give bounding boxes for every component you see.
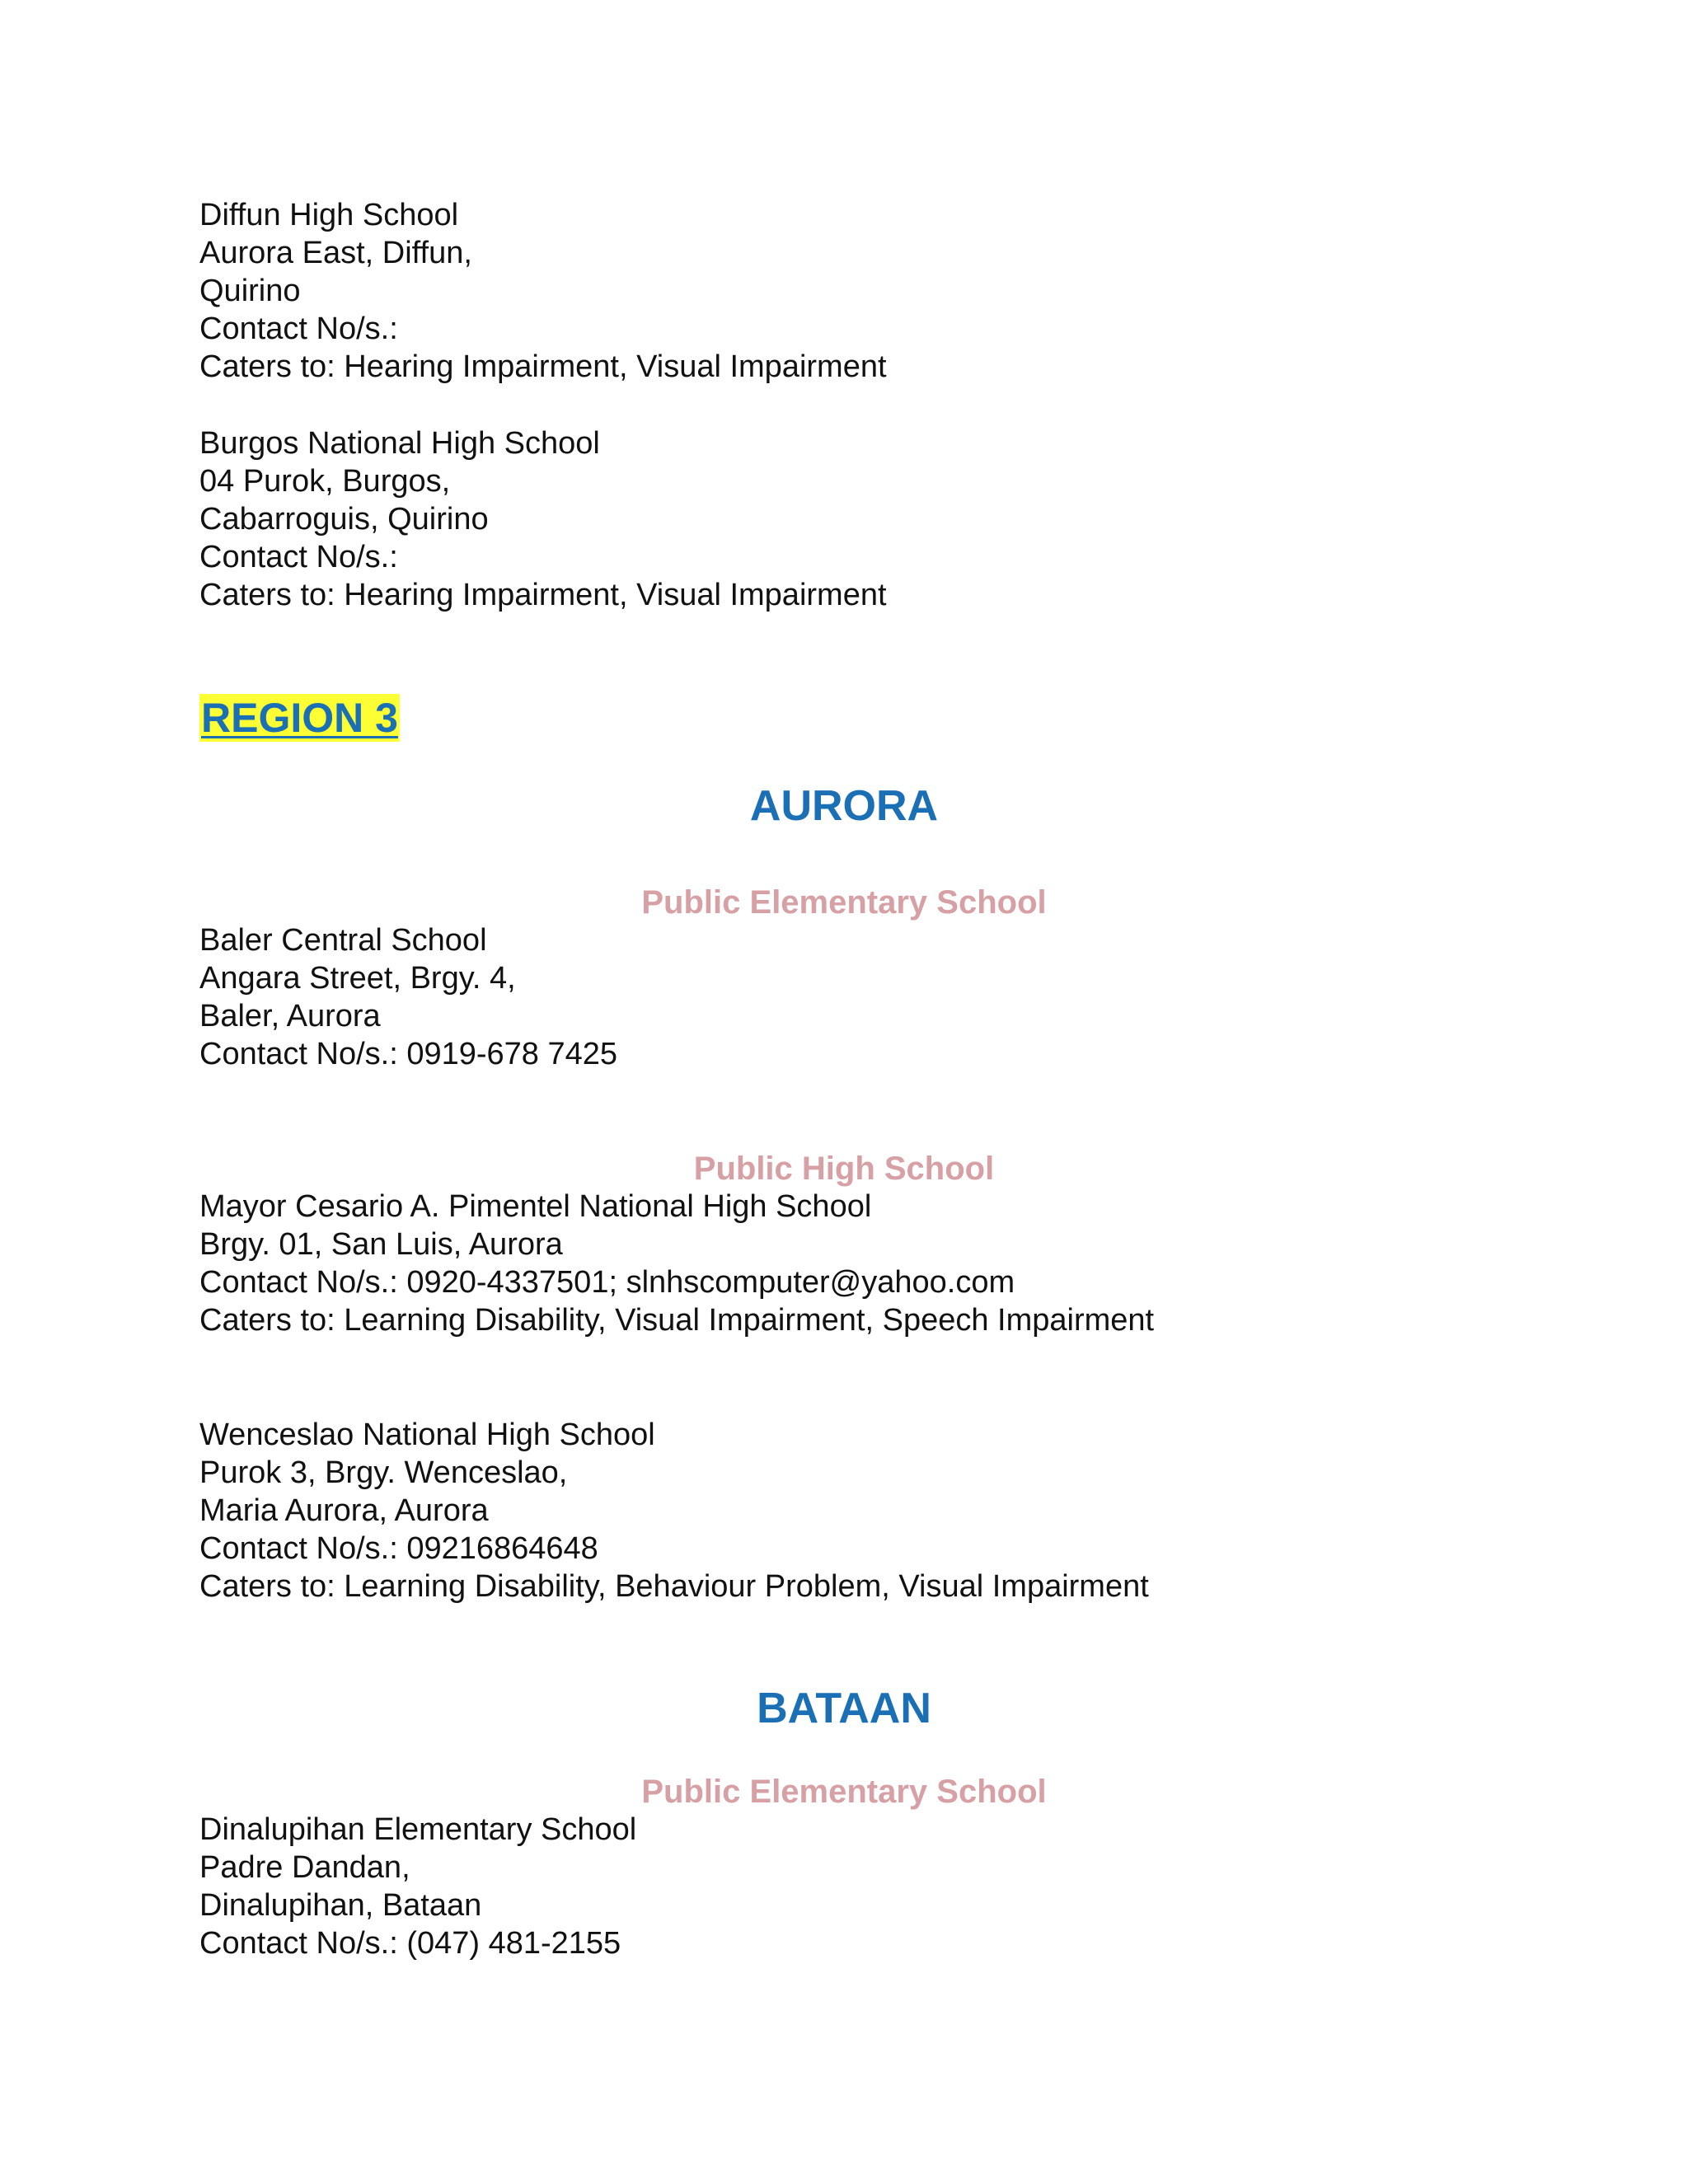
school-contact: Contact No/s.: 0919-678 7425: [199, 1037, 618, 1071]
region-heading: REGION 3: [201, 695, 398, 741]
category-heading: Public Elementary School: [641, 884, 1047, 921]
school-address-line: Cabarroguis, Quirino: [199, 502, 489, 537]
school-address-line: Dinalupihan, Bataan: [199, 1888, 482, 1923]
school-address-line: Angara Street, Brgy. 4,: [199, 961, 516, 996]
school-address-line: Padre Dandan,: [199, 1850, 410, 1885]
school-caters-to: Caters to: Learning Disability, Visual Impairment, Speech Impairment: [199, 1303, 1155, 1338]
school-caters-to: Caters to: Learning Disability, Behaviour Problem, Visual Impairment: [199, 1569, 1149, 1604]
school-caters-to: Caters to: Hearing Impairment, Visual Impairment: [199, 349, 887, 384]
school-name: Burgos National High School: [199, 426, 600, 461]
category-heading: Public Elementary School: [641, 1774, 1047, 1810]
school-contact: Contact No/s.: (047) 481-2155: [199, 1926, 621, 1961]
school-contact: Contact No/s.:: [199, 312, 398, 346]
school-name: Dinalupihan Elementary School: [199, 1812, 637, 1847]
school-address-line: 04 Purok, Burgos,: [199, 464, 451, 499]
school-contact: Contact No/s.:: [199, 540, 398, 574]
school-address-line: Baler, Aurora: [199, 999, 381, 1033]
school-contact: Contact No/s.: 09216864648: [199, 1531, 598, 1566]
school-address-line: Maria Aurora, Aurora: [199, 1493, 489, 1528]
school-name: Wenceslao National High School: [199, 1418, 655, 1452]
school-name: Diffun High School: [199, 198, 459, 232]
school-contact: Contact No/s.: 0920-4337501; slnhscomputer@yahoo.com: [199, 1265, 1015, 1300]
school-caters-to: Caters to: Hearing Impairment, Visual Impairment: [199, 578, 887, 612]
school-name: Baler Central School: [199, 923, 487, 958]
school-address-line: Quirino: [199, 274, 301, 308]
province-heading-aurora: AURORA: [749, 782, 939, 830]
school-name: Mayor Cesario A. Pimentel National High School: [199, 1189, 872, 1224]
school-address-line: Purok 3, Brgy. Wenceslao,: [199, 1455, 568, 1490]
province-heading-bataan: BATAAN: [757, 1685, 931, 1732]
school-address-line: Aurora East, Diffun,: [199, 236, 472, 270]
school-address-line: Brgy. 01, San Luis, Aurora: [199, 1227, 563, 1262]
category-heading: Public High School: [693, 1151, 995, 1187]
